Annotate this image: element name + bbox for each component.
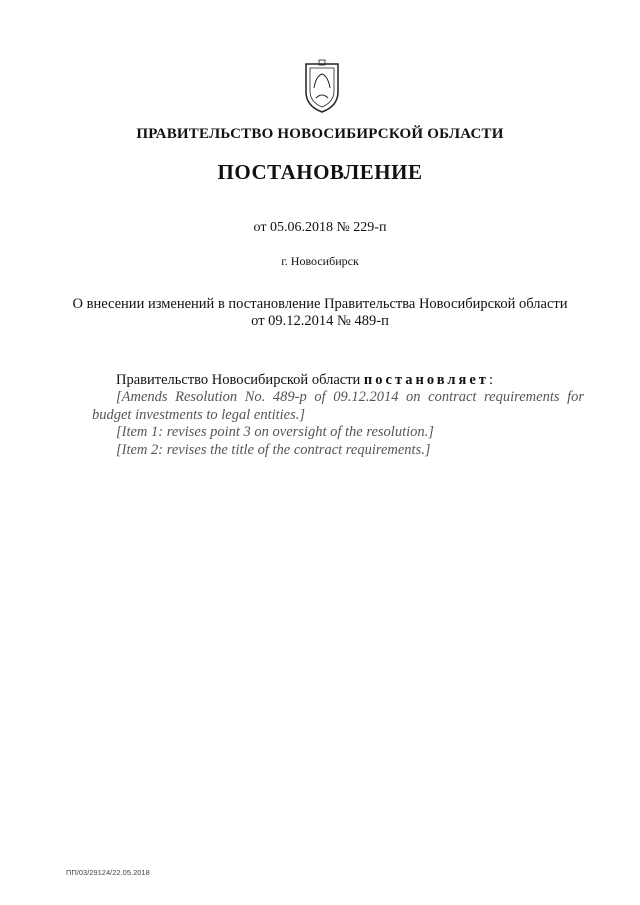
coat-of-arms-icon — [302, 58, 342, 114]
preamble-tail: : — [488, 372, 493, 388]
government-title: ПРАВИТЕЛЬСТВО НОВОСИБИРСКОЙ ОБЛАСТИ — [136, 126, 504, 142]
document-type: ПОСТАНОВЛЕНИЕ — [217, 160, 423, 184]
date-number: от 05.06.2018 № 229-п — [253, 220, 387, 235]
place: г. Новосибирск — [281, 254, 359, 268]
document-body — [92, 372, 584, 459]
preamble-verb: постановляет — [363, 372, 489, 388]
item-1-summary: [Item 1: revises point 3 on oversight of the resolution.] — [116, 424, 434, 441]
subject-line-1: О внесении изменений в постановление Правительства Новосибирской области — [72, 296, 568, 312]
preamble-lead: Правительство Новосибирской области — [116, 372, 361, 388]
subject-line-2: от 09.12.2014 № 489-п — [251, 313, 389, 329]
subject — [60, 296, 580, 330]
preamble — [92, 372, 584, 389]
item-2-summary: [Item 2: revises the title of the contract requirements.] — [116, 441, 431, 458]
amendment-summary: [Amends Resolution No. 489-p of 09.12.2014 on contract requirements for budget investments to legal entities.] — [92, 389, 584, 423]
footer-code: ПП/03/29124/22.05.2018 — [66, 868, 150, 877]
